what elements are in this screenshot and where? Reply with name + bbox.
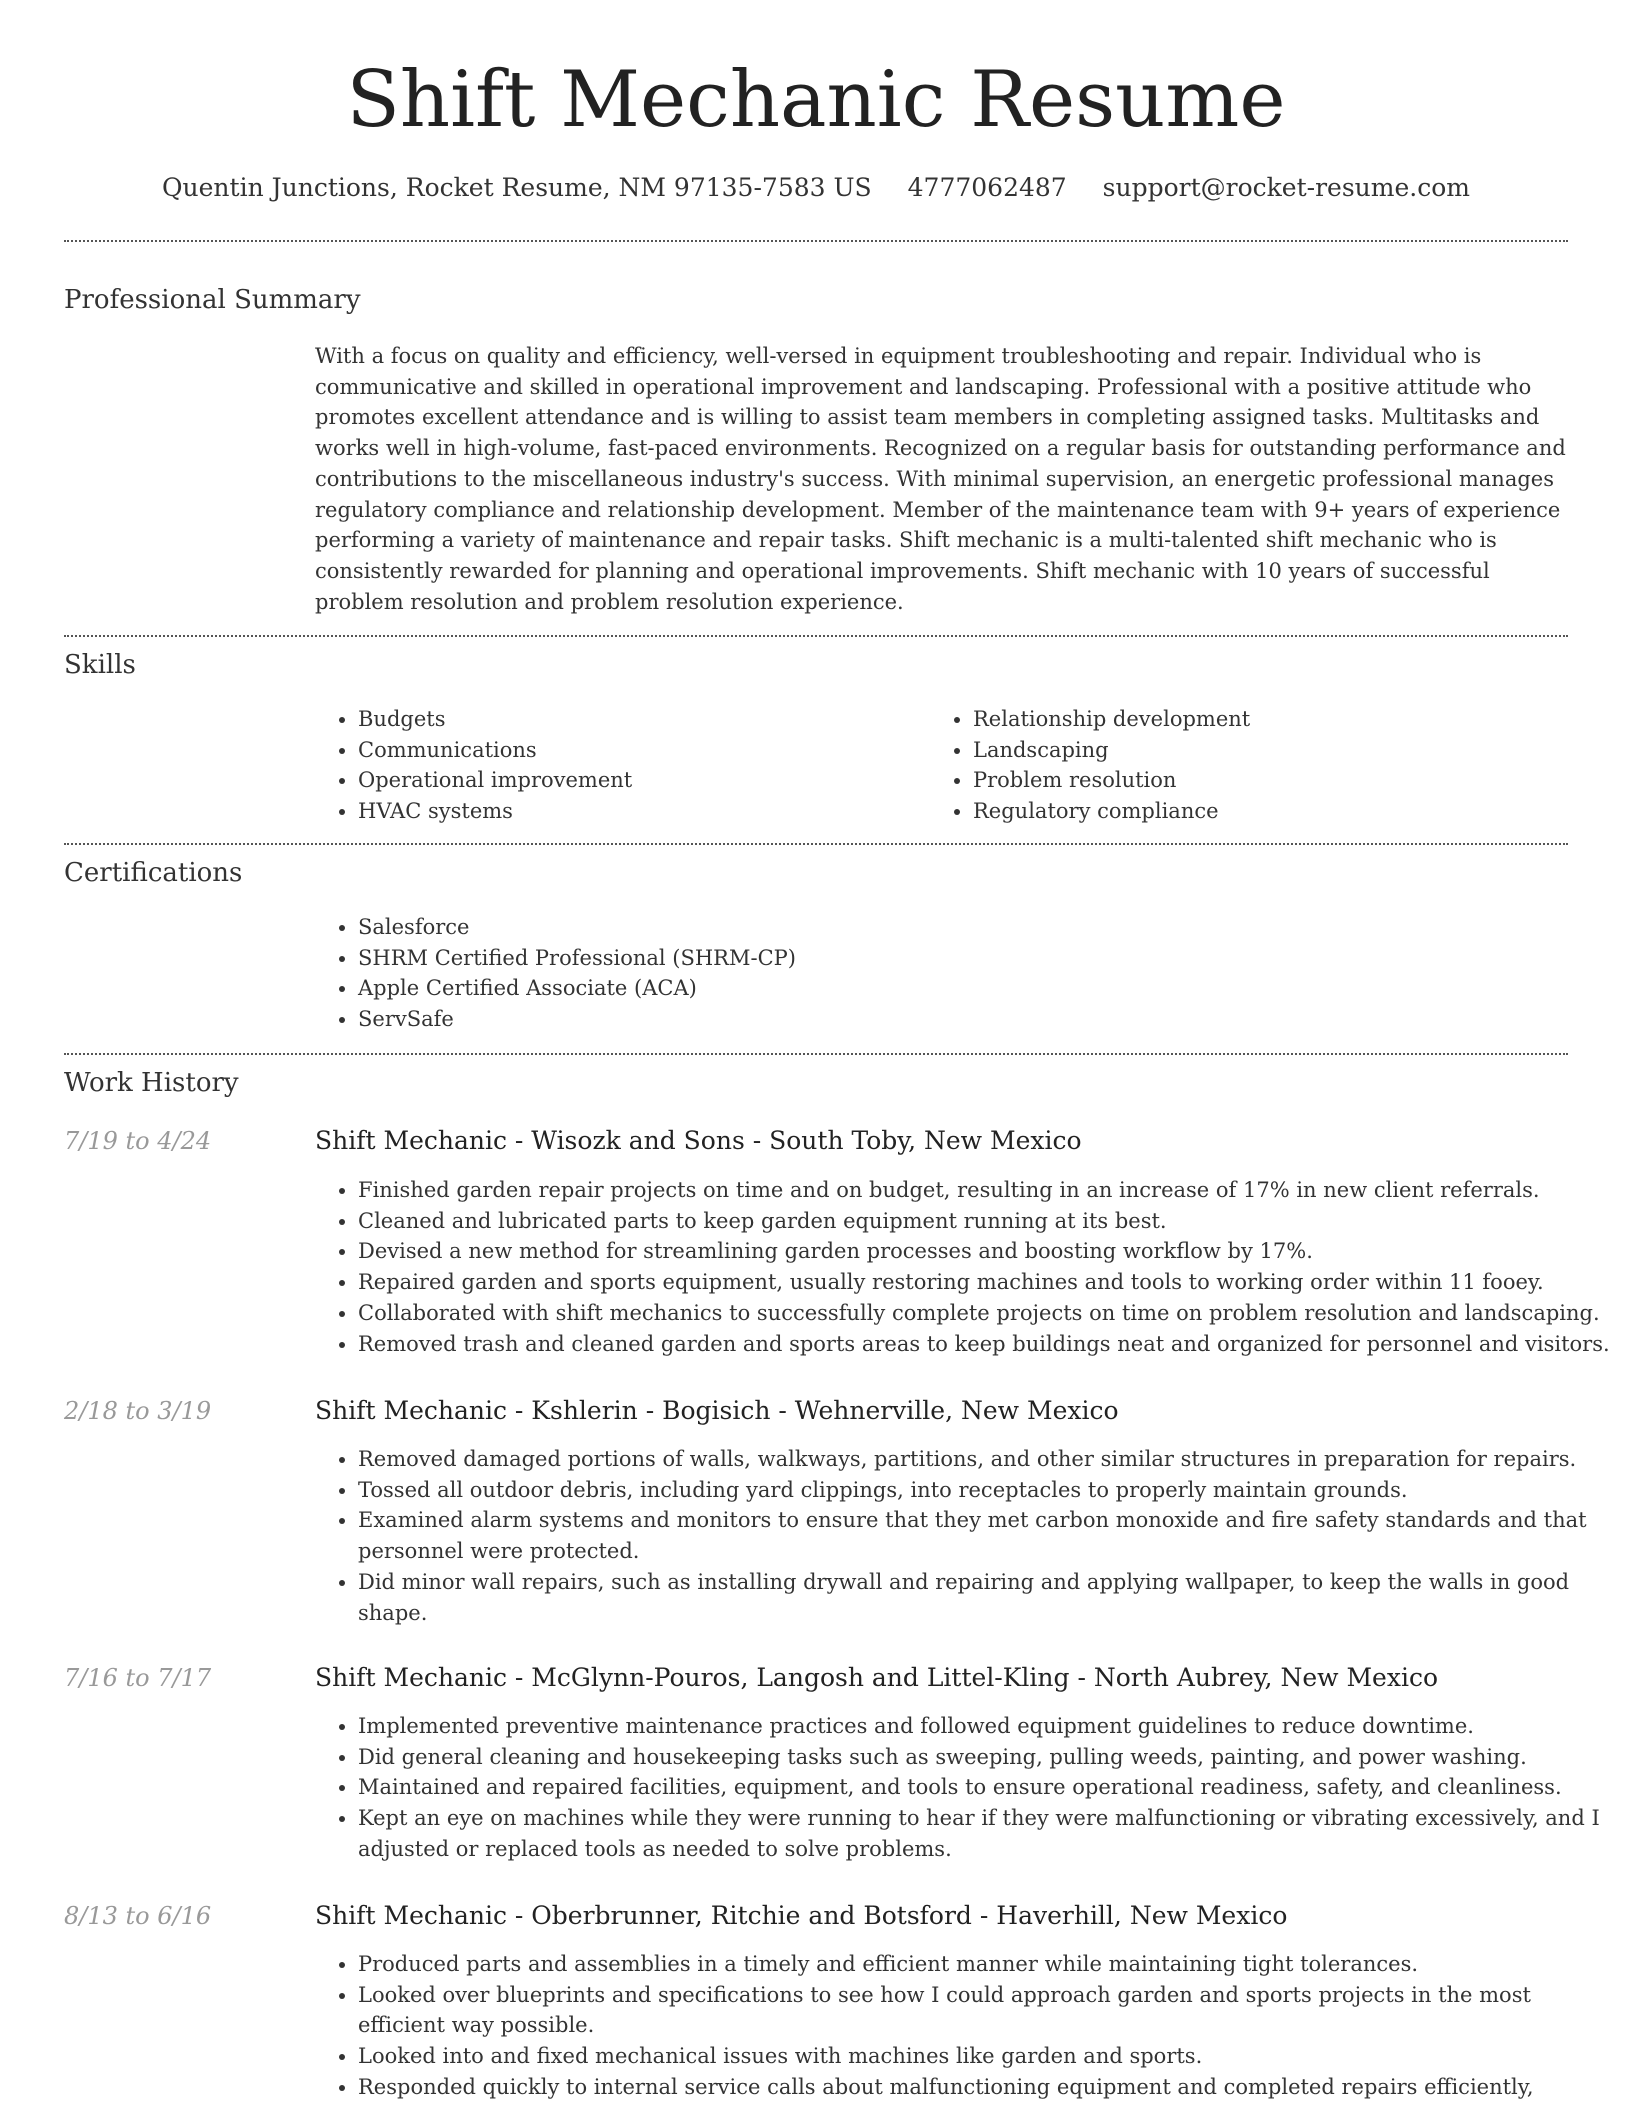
job-bullets (315, 1949, 1616, 2103)
list-item: • Problem resolution (973, 765, 1573, 796)
list-item: • Did general cleaning and housekeeping tasks such as sweeping, pulling weeds, painting, and power washing. (358, 1742, 1616, 1773)
skills-list-right (930, 704, 1573, 827)
list-item: • Did minor wall repairs, such as installing drywall and repairing and applying wallpaper, to keep the walls in good shape. (358, 1567, 1616, 1628)
contact-email[interactable]: support@rocket-resume.com (1102, 173, 1470, 202)
list-item: • Apple Certified Associate (ACA) (358, 973, 1558, 1004)
list-item: • Looked into and fixed mechanical issues with machines like garden and sports. (358, 2041, 1616, 2072)
list-item: • Repaired garden and sports equipment, usually restoring machines and tools to working order within 11 fooey. (358, 1267, 1616, 1298)
list-item: • SHRM Certified Professional (SHRM-CP) (358, 943, 1558, 974)
list-item: • Communications (358, 735, 918, 766)
list-item: • Operational improvement (358, 765, 918, 796)
job-title: Shift Mechanic - Kshlerin - Bogisich - Wehnerville, New Mexico (315, 1396, 1119, 1425)
summary-text: With a focus on quality and efficiency, well-versed in equipment troubleshooting and repair. Individual who is communicative and skilled in operational improvement and landscaping. Professional with a positive attitude who promotes excellent attendance and is willing to assist team members in completing assigned tasks. Multitasks and works well in high-volume, fast-paced environments. Recognized on a regular basis for outstanding performance and contributions to the miscellaneous industry's success. With minimal supervision, an energetic professional manages regulatory compliance and relationship development. Member of the maintenance team with 9+ years of experience performing a variety of maintenance and repair tasks. Shift mechanic is a multi-talented shift mechanic who is consistently rewarded for planning and operational improvements. Shift mechanic with 10 years of successful problem resolution and problem resolution experience. (315, 344, 1566, 614)
section-divider (64, 635, 1568, 637)
section-divider (64, 1053, 1568, 1055)
job-dates: 7/16 to 7/17 (64, 1664, 212, 1692)
list-item: • Maintained and repaired facilities, equipment, and tools to ensure operational readiness, safety, and cleanliness. (358, 1772, 1616, 1803)
list-item: • Regulatory compliance (973, 796, 1573, 827)
list-item: • Looked over blueprints and specifications to see how I could approach garden and sports projects in the most efficient way possible. (358, 1980, 1616, 2041)
job-bullets (315, 1444, 1616, 1628)
skills-heading: Skills (64, 650, 136, 680)
list-item: • Collaborated with shift mechanics to successfully complete projects on time on problem resolution and landscaping. (358, 1298, 1616, 1329)
job-dates: 2/18 to 3/19 (64, 1397, 212, 1425)
section-divider (64, 843, 1568, 845)
list-item: • Removed trash and cleaned garden and sports areas to keep buildings neat and organized for personnel and visitors. (358, 1329, 1616, 1360)
list-item: • Examined alarm systems and monitors to ensure that they met carbon monoxide and fire safety standards and that personnel were protected. (358, 1505, 1616, 1566)
contact-address: Quentin Junctions, Rocket Resume, NM 97135-7583 US (162, 173, 872, 202)
job-title: Shift Mechanic - Wisozk and Sons - South Toby, New Mexico (315, 1126, 1082, 1155)
list-item: • Removed damaged portions of walls, walkways, partitions, and other similar structures in preparation for repairs. (358, 1444, 1616, 1475)
resume-title: Shift Mechanic Resume (346, 55, 1286, 145)
work-history-heading: Work History (64, 1068, 239, 1098)
certifications-list (315, 912, 1558, 1035)
list-item: • Relationship development (973, 704, 1573, 735)
list-item: • Finished garden repair projects on time and on budget, resulting in an increase of 17% in new client referrals. (358, 1175, 1616, 1206)
list-item: • HVAC systems (358, 796, 918, 827)
list-item: • Tossed all outdoor debris, including yard clippings, into receptacles to properly maintain grounds. (358, 1475, 1616, 1506)
list-item: • Responded quickly to internal service calls about malfunctioning equipment and completed repairs efficiently, (358, 2072, 1616, 2103)
job-title: Shift Mechanic - Oberbrunner, Ritchie and Botsford - Haverhill, New Mexico (315, 1901, 1288, 1930)
job-bullets (315, 1175, 1616, 1359)
list-item: • ServSafe (358, 1004, 1558, 1035)
list-item: • Landscaping (973, 735, 1573, 766)
job-bullets (315, 1711, 1616, 1865)
list-item: • Budgets (358, 704, 918, 735)
job-dates: 8/13 to 6/16 (64, 1902, 212, 1930)
contact-phone: 4777062487 (907, 173, 1067, 202)
list-item: • Kept an eye on machines while they were running to hear if they were malfunctioning or vibrating excessively, and I adjusted or replaced tools as needed to solve problems. (358, 1803, 1616, 1864)
job-title: Shift Mechanic - McGlynn-Pouros, Langosh and Littel-Kling - North Aubrey, New Mexico (315, 1663, 1438, 1692)
list-item: • Cleaned and lubricated parts to keep garden equipment running at its best. (358, 1206, 1616, 1237)
skills-list-left (315, 704, 918, 827)
list-item: • Salesforce (358, 912, 1558, 943)
list-item: • Devised a new method for streamlining garden processes and boosting workflow by 17%. (358, 1236, 1616, 1267)
job-dates: 7/19 to 4/24 (64, 1127, 212, 1155)
section-divider (64, 240, 1568, 242)
list-item: • Implemented preventive maintenance practices and followed equipment guidelines to reduce downtime. (358, 1711, 1616, 1742)
list-item: • Produced parts and assemblies in a timely and efficient manner while maintaining tight tolerances. (358, 1949, 1616, 1980)
summary-heading: Professional Summary (64, 285, 361, 315)
contact-line (0, 168, 1632, 208)
certifications-heading: Certifications (64, 858, 243, 888)
